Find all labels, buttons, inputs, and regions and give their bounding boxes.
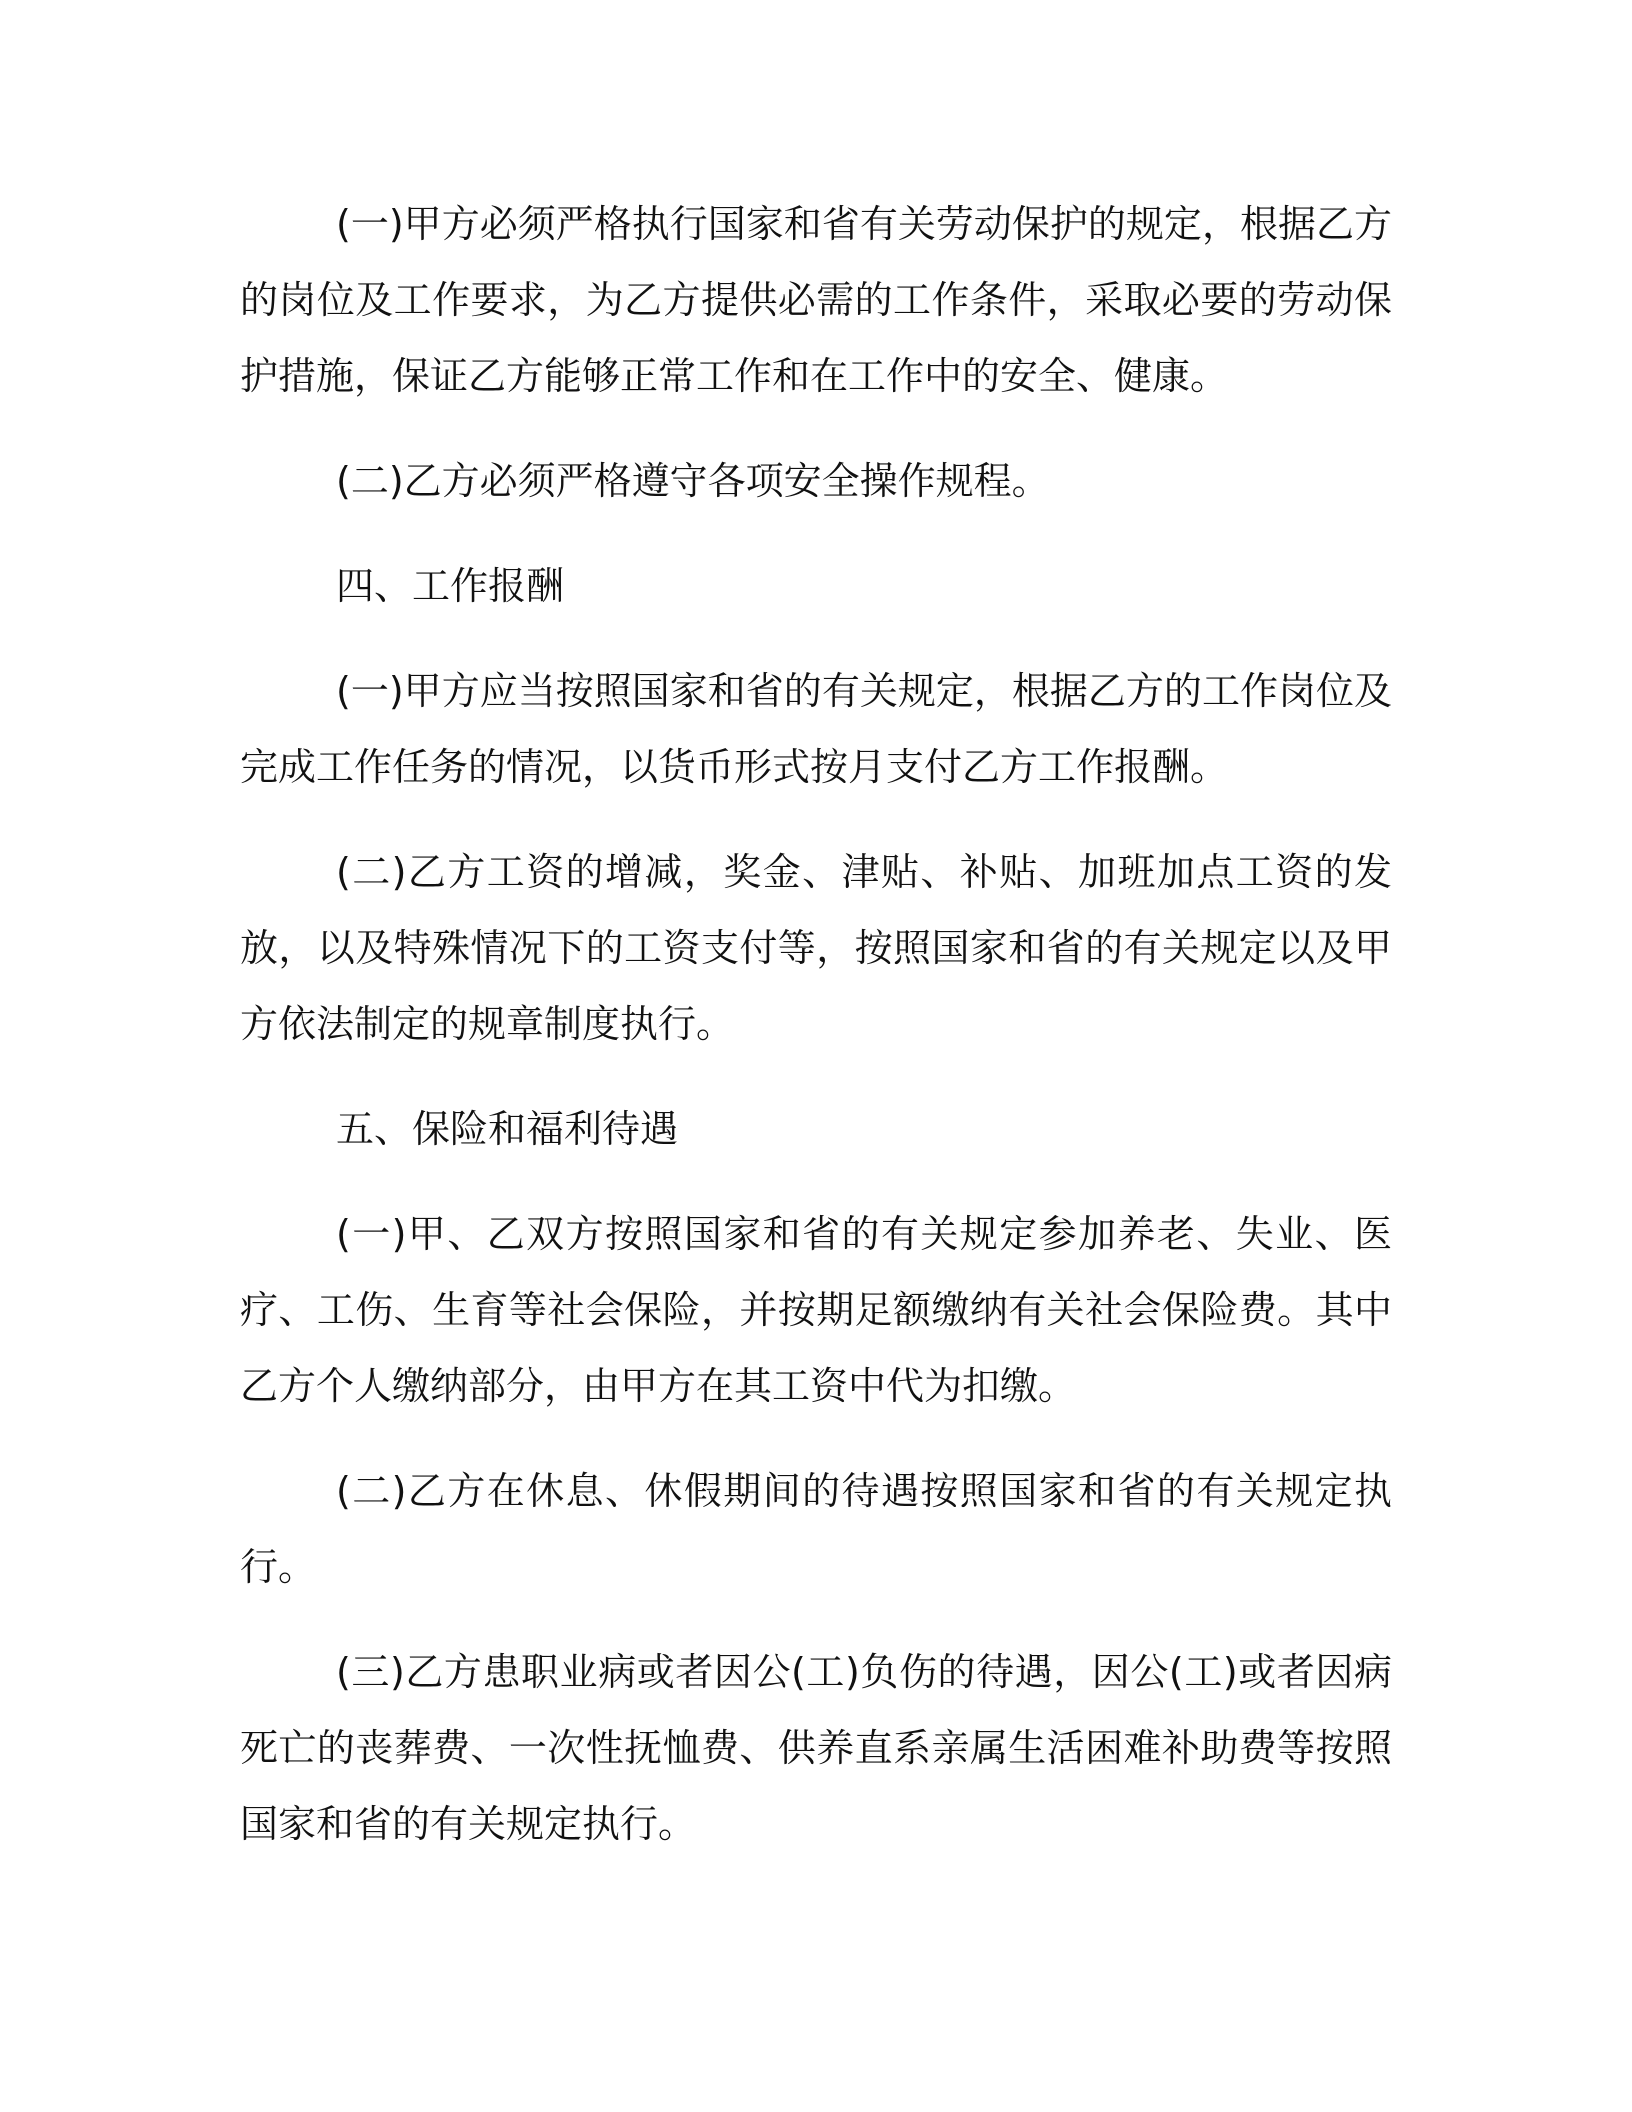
- clause-labor-protection-1: (一)甲方必须严格执行国家和省有关劳动保护的规定，根据乙方的岗位及工作要求，为乙方提供必需的工作条件，采取必要的劳动保护措施，保证乙方能够正常工作和在工作中的安全、健康。: [240, 202, 1392, 398]
- clause-insurance-3: (三)乙方患职业病或者因公(工)负伤的待遇，因公(工)或者因病死亡的丧葬费、一次性抚恤费、供养直系亲属生活困难补助费等按照国家和省的有关规定执行。: [240, 1650, 1392, 1846]
- clause-labor-protection-2: (二)乙方必须严格遵守各项安全操作规程。: [336, 459, 1050, 503]
- section-heading-remuneration: 四、工作报酬: [336, 564, 565, 608]
- document-body: [240, 186, 1392, 1891]
- section-heading-insurance: 五、保险和福利待遇: [336, 1107, 679, 1151]
- clause-remuneration-2: (二)乙方工资的增减，奖金、津贴、补贴、加班加点工资的发放，以及特殊情况下的工资支付等，按照国家和省的有关规定以及甲方依法制定的规章制度执行。: [240, 850, 1392, 1046]
- clause-remuneration-1: (一)甲方应当按照国家和省的有关规定，根据乙方的工作岗位及完成工作任务的情况，以货币形式按月支付乙方工作报酬。: [240, 669, 1392, 789]
- clause-insurance-1: (一)甲、乙双方按照国家和省的有关规定参加养老、失业、医疗、工伤、生育等社会保险，并按期足额缴纳有关社会保险费。其中乙方个人缴纳部分，由甲方在其工资中代为扣缴。: [240, 1212, 1392, 1408]
- clause-insurance-2: (二)乙方在休息、休假期间的待遇按照国家和省的有关规定执行。: [240, 1469, 1392, 1589]
